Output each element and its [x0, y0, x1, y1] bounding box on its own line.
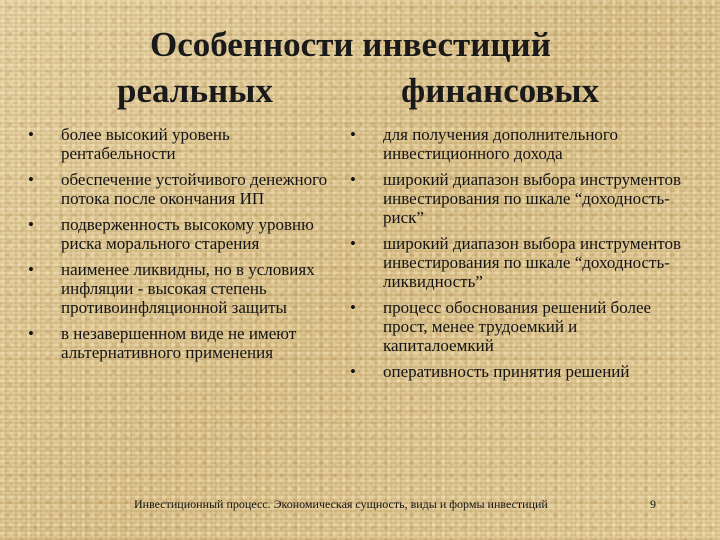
slide-footer: Инвестиционный процесс. Экономическая сущность, виды и формы инвестиций — [134, 497, 548, 511]
financial-investments-column — [350, 125, 690, 388]
list-item — [28, 215, 340, 253]
bullet-icon: • — [28, 260, 34, 279]
list-item — [28, 260, 340, 317]
list-item — [28, 170, 340, 208]
list-item-text: в незавершенном виде не имеют альтернативного применения — [61, 324, 297, 362]
list-item-text: более высокий уровень рентабельности — [61, 125, 230, 163]
list-item-text: широкий диапазон выбора инструментов инвестирования по шкале “доходность-ликвидность” — [383, 234, 682, 291]
list-item-text: подверженность высокому уровню риска морального старения — [61, 215, 314, 253]
page-number: 9 — [650, 497, 656, 511]
list-item — [350, 234, 690, 291]
bullet-icon: • — [28, 324, 34, 343]
list-item — [350, 298, 690, 355]
real-investments-column — [28, 125, 340, 369]
bullet-icon: • — [350, 170, 356, 189]
bullet-icon: • — [350, 234, 356, 253]
title-financial-heading: финансовых — [401, 71, 600, 110]
list-item-text: для получения дополнительного инвестиционного дохода — [383, 125, 618, 163]
list-item — [350, 125, 690, 163]
bullet-icon: • — [350, 362, 356, 381]
list-item — [28, 324, 340, 362]
bullet-icon: • — [28, 215, 34, 234]
bullet-icon: • — [28, 170, 34, 189]
list-item — [350, 362, 690, 381]
title-real-heading: реальных — [117, 71, 273, 110]
list-item — [350, 170, 690, 227]
bullet-icon: • — [28, 125, 34, 144]
list-item — [28, 125, 340, 163]
list-item-text: оперативность принятия решений — [383, 362, 630, 381]
bullet-icon: • — [350, 125, 356, 144]
bullet-icon: • — [350, 298, 356, 317]
list-item-text: процесс обоснования решений более прост, менее трудоемкий и капиталоемкий — [383, 298, 652, 355]
list-item-text: наименее ликвидны, но в условиях инфляции - высокая степень противоинфляционной защиты — [61, 260, 315, 317]
list-item-text: обеспечение устойчивого денежного потока после окончания ИП — [61, 170, 328, 208]
list-item-text: широкий диапазон выбора инструментов инвестирования по шкале “доходность-риск” — [383, 170, 682, 227]
title-line-1: Особенности инвестиций — [150, 25, 551, 64]
